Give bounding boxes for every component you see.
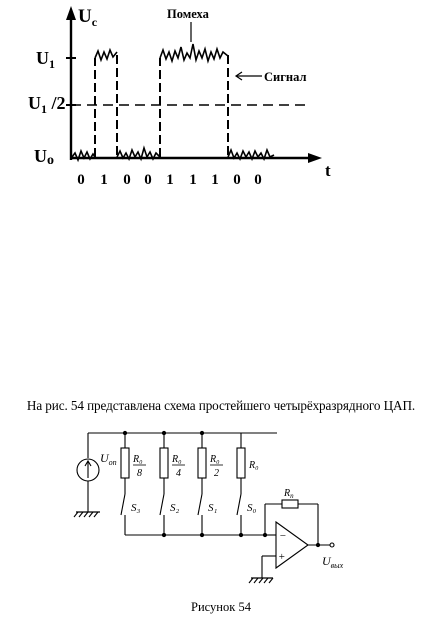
resistor-r3 [121, 448, 129, 478]
output-label: $U_{вых}$ [322, 554, 344, 570]
bit-6: 1 [211, 172, 219, 188]
bit-5: 1 [189, 172, 197, 188]
output-terminal [330, 543, 334, 547]
figure-caption: Рисунок 54 [191, 600, 251, 614]
switch-label-1: S₂ [170, 502, 180, 514]
bit-0: 0 [77, 172, 85, 188]
y-axis-label: $U_c$ [78, 6, 98, 29]
bit-4: 1 [166, 172, 174, 188]
pulse2-top-noise [160, 44, 228, 61]
switch-s2 [160, 494, 164, 515]
y-axis-arrow [66, 6, 76, 20]
switch-label-0: S₃ [131, 502, 141, 514]
x-axis-label: t [325, 161, 331, 180]
feedback-resistor-label: $R_п$ [284, 488, 294, 500]
resistor-labels [132, 454, 259, 479]
noise-label: Помеха [167, 7, 209, 21]
bit-7: 0 [233, 172, 241, 188]
signal-figure [66, 6, 322, 163]
resistor-label-3: R₀ [249, 460, 259, 471]
dac-schematic [74, 431, 334, 583]
switch-label-2: S₁ [208, 502, 218, 514]
resistor-label-den-1: 4 [176, 468, 181, 479]
x-axis-arrow [308, 153, 322, 163]
bit-1: 1 [100, 172, 108, 188]
level-low-label: Uo [34, 146, 54, 168]
level-half-label: $U_1$ /2 [28, 93, 66, 116]
resistor-label-num-2: R₀ [210, 454, 220, 465]
resistor-label-num-1: R₀ [172, 454, 182, 465]
resistor-r2 [160, 448, 168, 478]
bit-8: 0 [254, 172, 262, 188]
switch-s3 [121, 494, 125, 515]
level-high-label: $U_1$ [36, 48, 55, 71]
opamp-minus: − [279, 530, 287, 542]
source-label: $U_{оп}$ [100, 451, 117, 467]
resistor-label-den-0: 8 [137, 468, 142, 479]
switch-s0 [237, 494, 241, 515]
resistor-label-den-2: 2 [214, 468, 219, 479]
pulse1-top-noise [95, 50, 117, 60]
paragraph-text: На рис. 54 представлена схема простейшего четырёхразрядного ЦАП. [26, 398, 416, 413]
bit-3: 0 [144, 172, 152, 188]
resistor-r0 [237, 448, 245, 478]
feedback-resistor [282, 500, 298, 508]
resistor-r1 [198, 448, 206, 478]
switch-label-3: S₀ [247, 502, 257, 514]
opamp-plus: + [278, 551, 286, 563]
bit-sequence [77, 172, 262, 188]
resistor-label-num-0: R₀ [133, 454, 143, 465]
switch-s1 [198, 494, 202, 515]
signal-label: Сигнал [264, 70, 307, 84]
bit-2: 0 [123, 172, 131, 188]
